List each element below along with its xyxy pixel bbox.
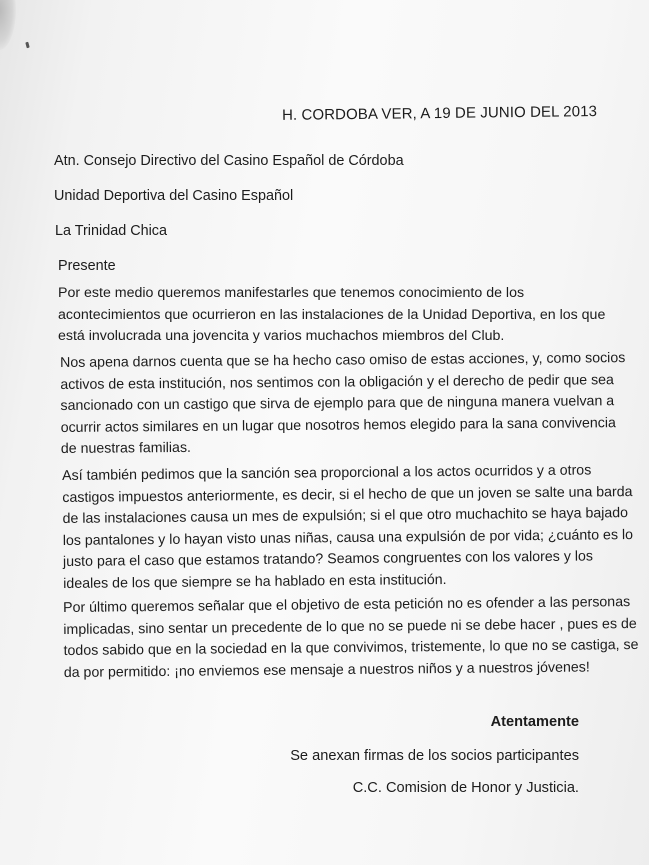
- paragraph-line: todos sabido que en la sociedad en la que convivimos, tristemente, lo que no se castiga, se: [63, 636, 639, 659]
- recipient-line-4: Presente: [58, 258, 116, 274]
- date-line: H. CORDOBA VER, A 19 DE JUNIO DEL 2013: [281, 103, 598, 124]
- paragraph-3: [62, 460, 634, 595]
- paragraph-2: [60, 348, 626, 460]
- paragraph-line: ocurrir actos similares en un lugar que nosotros hemos elegido para la sana convivencia: [60, 414, 616, 436]
- recipient-line-3: La Trinidad Chica: [55, 223, 167, 239]
- paragraph-1: [58, 283, 605, 348]
- paragraph-line: acontecimientos que ocurrieron en las instalaciones de la Unidad Deportiva, en los que: [58, 306, 606, 323]
- committee-signature: C.C. Comision de Honor y Justicia.: [352, 780, 579, 796]
- paragraph-line: activos de esta institución, nos sentimos con la obligación y el derecho de pedir que sea: [60, 371, 614, 393]
- recipient-line-1: Atn. Consejo Directivo del Casino Español de Córdoba: [54, 153, 404, 169]
- ink-speck: [25, 42, 29, 49]
- paragraph-line: está involucrada una jovencita y varios muchachos miembros del Club.: [58, 328, 505, 344]
- paragraph-line: ideales de los que siempre se ha hablado en esta institución.: [63, 571, 447, 592]
- page-corner-shadow: [0, 0, 16, 50]
- paragraph-line: implicadas, sino sentar un precedente de lo que no se puede ni se debe hacer , pues es de: [63, 615, 637, 638]
- annex-note: Se anexan firmas de los socios participantes: [290, 748, 579, 764]
- paragraph-line: castigos impuestos anteriormente, es decir, si el hecho de que un joven se salte una barda: [62, 483, 633, 506]
- paragraph-line: Por este medio queremos manifestarles que tenemos conocimiento de los: [58, 285, 525, 301]
- paragraph-line: de nuestras familias.: [60, 439, 192, 457]
- paragraph-line: Por último queremos señalar que el objetivo de esta petición no es ofender a las personas: [63, 594, 631, 616]
- paragraph-line: da por permitido: ¡no enviemos ese mensaje a nuestros niños y a nuestros jóvenes!: [63, 658, 590, 681]
- paragraph-line: Nos apena darnos cuenta que se ha hecho caso omiso de estas acciones, y, como socios: [60, 350, 626, 371]
- paragraph-line: justo para el caso que estamos tratando? Seamos congruentes con los valores y los: [62, 548, 594, 570]
- paragraph-line: los pantalones y lo hayan visto unas niñas, causa una expulsión de por vida; ¿cuánto es lo: [62, 526, 634, 549]
- closing-salutation: Atentamente: [490, 714, 579, 730]
- recipient-line-2: Unidad Deportiva del Casino Español: [54, 188, 294, 204]
- paragraph-line: sancionado con un castigo que sirva de ejemplo para que de ninguna manera vuelvan a: [60, 393, 615, 414]
- paragraph-line: de las instalaciones causa un mes de expulsión; si el que otro muchachito se haya bajado: [62, 505, 629, 527]
- paragraph-4: [63, 592, 639, 684]
- paragraph-line: Así también pedimos que la sanción sea proporcional a los actos ocurridos y a otros: [62, 462, 592, 484]
